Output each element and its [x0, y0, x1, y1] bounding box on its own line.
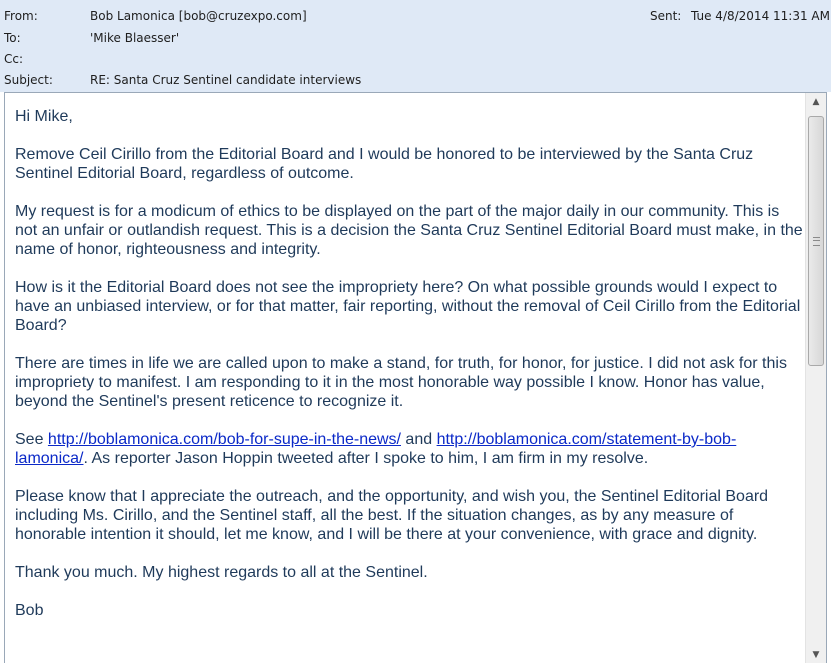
- subject-row: [0, 73, 831, 93]
- scroll-down-arrow-icon[interactable]: ▼: [812, 649, 820, 660]
- paragraph-2: My request is for a modicum of ethics to be displayed on the part of the major daily in our community. This is not an unfair or outlandish request. This is a decision the Santa Cruz Sentinel Editorial Board must make, in the name of honor, righteousness and integrity.: [15, 203, 803, 258]
- see-text: See: [15, 431, 48, 448]
- scroll-up-arrow-icon[interactable]: ▲: [812, 96, 820, 107]
- scroll-thumb[interactable]: [808, 116, 824, 366]
- and-text: and: [400, 431, 437, 448]
- greeting: Hi Mike,: [15, 108, 73, 125]
- to-label: To:: [4, 31, 21, 45]
- from-value[interactable]: Bob Lamonica [bob@cruzexpo.com]: [90, 9, 307, 23]
- from-label: From:: [4, 9, 38, 23]
- paragraph-1: Remove Ceil Cirillo from the Editorial Board and I would be honored to be interviewed by the Santa Cruz Sentinel Editorial Board, regardless of outcome.: [15, 146, 754, 182]
- message-body: [15, 107, 805, 639]
- sent-label: Sent:: [650, 9, 682, 23]
- scroll-grip-icon: [813, 237, 820, 246]
- message-body-pane[interactable]: [4, 92, 827, 663]
- subject-label: Subject:: [4, 73, 53, 87]
- from-row: [0, 9, 831, 29]
- paragraph-6: Please know that I appreciate the outreach, and the opportunity, and wish you, the Sentinel Editorial Board including Ms. Cirillo, and the Sentinel staff, all the best. If the situation changes, as by any measure of honorable intention it should, let me know, and I will be there at your convenience, with grace and dignity.: [15, 488, 769, 543]
- paragraph-5-rest: . As reporter Jason Hoppin tweeted after I spoke to him, I am firm in my resolve.: [83, 450, 649, 467]
- vertical-scrollbar[interactable]: [805, 93, 826, 663]
- sent-value: Tue 4/8/2014 11:31 AM: [691, 9, 830, 23]
- cc-row: [0, 52, 831, 72]
- subject-value: RE: Santa Cruz Sentinel candidate interviews: [90, 73, 362, 87]
- link-bob-for-supe-in-the-news[interactable]: http://boblamonica.com/bob-for-supe-in-the-news/: [47, 431, 401, 448]
- paragraph-7: Thank you much. My highest regards to all at the Sentinel.: [15, 564, 428, 581]
- to-row: [0, 31, 831, 51]
- link-statement-by-bob-lamonica[interactable]: http://boblamonica.com/statement-by-bob-lamonica/: [15, 431, 737, 467]
- paragraph-3: How is it the Editorial Board does not see the impropriety here? On what possible grounds would I expect to have an unbiased interview, or for that matter, fair reporting, without the removal of Ceil Cirillo from the Editorial Board?: [15, 279, 801, 334]
- paragraph-4: There are times in life we are called upon to make a stand, for truth, for honor, for justice. I did not ask for this impropriety to manifest. I am responding to it in the most honorable way possible I know. Honor has value, beyond the Sentinel's present reticence to recognize it.: [15, 355, 787, 410]
- paragraph-5: [15, 430, 805, 468]
- cc-label: Cc:: [4, 52, 24, 66]
- to-value[interactable]: 'Mike Blaesser': [90, 31, 180, 45]
- signature: Bob: [15, 602, 44, 619]
- message-header: [0, 0, 831, 92]
